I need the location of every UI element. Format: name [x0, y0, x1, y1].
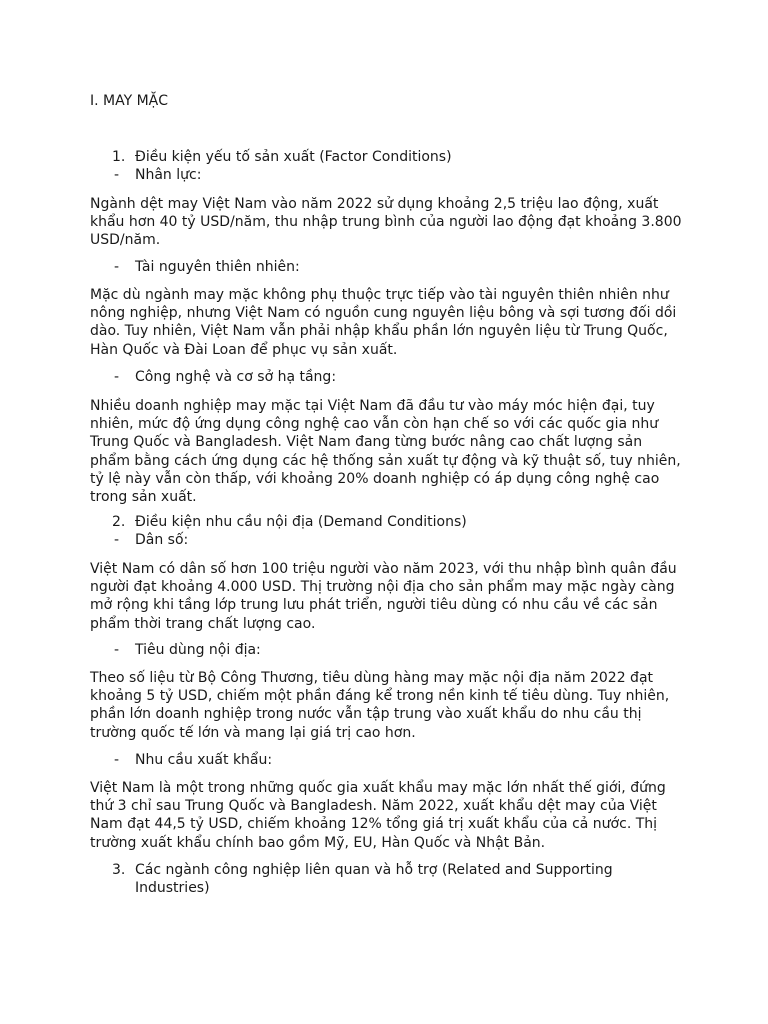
text-line: phần lớn doanh nghiệp trong nước vẫn tập trung vào xuất khẩu do nhu cầu thị [90, 706, 642, 723]
text-line: nông nghiệp, nhưng Việt Nam có nguồn cung nguyên liệu bông và sợi tương đối dồi [90, 305, 677, 322]
section-1-heading [90, 148, 680, 166]
sub-item-label: Nhân lực: [135, 167, 202, 183]
text-line: Nam đạt 44,5 tỷ USD, chiếm khoảng 12% tổng giá trị xuất khẩu của cả nước. Thị [90, 816, 658, 833]
text-line: USD/năm. [90, 232, 161, 249]
document-title: I. MAY MẶC [90, 93, 169, 109]
text-line: Nhiều doanh nghiệp may mặc tại Việt Nam đã đầu tư vào máy móc hiện đại, tuy [90, 398, 655, 414]
text-line: trường quốc tế lớn và mang lại giá trị cao hơn. [90, 724, 416, 741]
list-number: 3. [112, 862, 126, 878]
text-line: trường xuất khẩu chính bao gồm Mỹ, EU, Hàn Quốc và Nhật Bản. [90, 834, 546, 851]
sub-item-label: Nhu cầu xuất khẩu: [135, 752, 273, 768]
dash-marker: - [114, 369, 120, 385]
document-page [90, 91, 680, 111]
text-line: thứ 3 chỉ sau Trung Quốc và Bangladesh. Năm 2022, xuất khẩu dệt may của Việt [90, 798, 657, 815]
sub-item-cong-nghe [90, 368, 680, 386]
text-line: Trung Quốc và Bangladesh. Việt Nam đang từng bước nâng cao chất lượng sản [90, 434, 643, 451]
paragraph-tieu-dung [90, 669, 680, 742]
list-number: 1. [112, 149, 126, 165]
sub-item-tai-nguyen [90, 258, 680, 276]
dash-marker: - [114, 259, 120, 275]
paragraph-tai-nguyen [90, 286, 680, 359]
text-line: phẩm thời trang chất lượng cao. [90, 615, 316, 632]
paragraph-nhan-luc [90, 195, 680, 250]
text-line: Việt Nam là một trong những quốc gia xuất khẩu may mặc lớn nhất thế giới, đứng [90, 780, 666, 796]
text-line: nhiên, mức độ ứng dụng công nghệ cao vẫn còn hạn chế so với các quốc gia như [90, 416, 659, 433]
sub-item-label: Tài nguyên thiên nhiên: [135, 259, 300, 275]
text-line: tỷ lệ này vẫn còn thấp, với khoảng 20% doanh nghiệp có áp dụng công nghệ cao [90, 470, 660, 487]
text-line: Mặc dù ngành may mặc không phụ thuộc trực tiếp vào tài nguyên thiên nhiên như [90, 287, 669, 303]
dash-marker: - [114, 642, 120, 658]
text-line: người đạt khoảng 4.000 USD. Thị trường nội địa cho sản phẩm may mặc ngày càng [90, 579, 675, 596]
text-line: khẩu hơn 40 tỷ USD/năm, thu nhập trung bình của người lao động đạt khoảng 3.800 [90, 214, 682, 231]
section-heading-text: Industries) [135, 880, 210, 897]
text-line: Theo số liệu từ Bộ Công Thương, tiêu dùng hàng may mặc nội địa năm 2022 đạt [90, 670, 654, 686]
paragraph-cong-nghe [90, 397, 680, 506]
sub-item-label: Dân số: [135, 532, 189, 548]
text-line: Hàn Quốc và Đài Loan để phục vụ sản xuất. [90, 341, 398, 358]
text-line: phẩm bằng cách ứng dụng các hệ thống sản xuất tự động và kỹ thuật số, tuy nhiên, [90, 452, 681, 469]
sub-item-label: Công nghệ và cơ sở hạ tầng: [135, 369, 337, 385]
section-heading-text: Điều kiện yếu tố sản xuất (Factor Conditions) [135, 149, 452, 165]
dash-marker: - [114, 167, 120, 183]
paragraph-dan-so [90, 560, 680, 633]
dash-marker: - [114, 752, 120, 768]
section-heading-text: Điều kiện nhu cầu nội địa (Demand Conditions) [135, 514, 467, 530]
text-line: trong sản xuất. [90, 489, 197, 506]
sub-item-dan-so [90, 531, 680, 549]
sub-item-nhan-luc [90, 166, 680, 184]
text-line: mở rộng khi tầng lớp trung lưu phát triển, người tiêu dùng có nhu cầu về các sản [90, 597, 658, 614]
sub-item-tieu-dung [90, 641, 680, 659]
section-2-heading [90, 513, 680, 531]
section-3-heading [90, 861, 680, 897]
text-line: dào. Tuy nhiên, Việt Nam vẫn phải nhập khẩu phần lớn nguyên liệu từ Trung Quốc, [90, 323, 668, 340]
paragraph-xuat-khau [90, 779, 680, 852]
section-heading-text: Các ngành công nghiệp liên quan và hỗ trợ (Related and Supporting [135, 862, 613, 878]
sub-item-xuat-khau [90, 751, 680, 769]
text-line: khoảng 5 tỷ USD, chiếm một phần đáng kể trong nền kinh tế tiêu dùng. Tuy nhiên, [90, 688, 670, 705]
sub-item-label: Tiêu dùng nội địa: [135, 642, 261, 658]
dash-marker: - [114, 532, 120, 548]
text-line: Việt Nam có dân số hơn 100 triệu người vào năm 2023, với thu nhập bình quân đầu [90, 561, 677, 577]
text-line: Ngành dệt may Việt Nam vào năm 2022 sử dụng khoảng 2,5 triệu lao động, xuất [90, 196, 659, 212]
list-number: 2. [112, 514, 126, 530]
